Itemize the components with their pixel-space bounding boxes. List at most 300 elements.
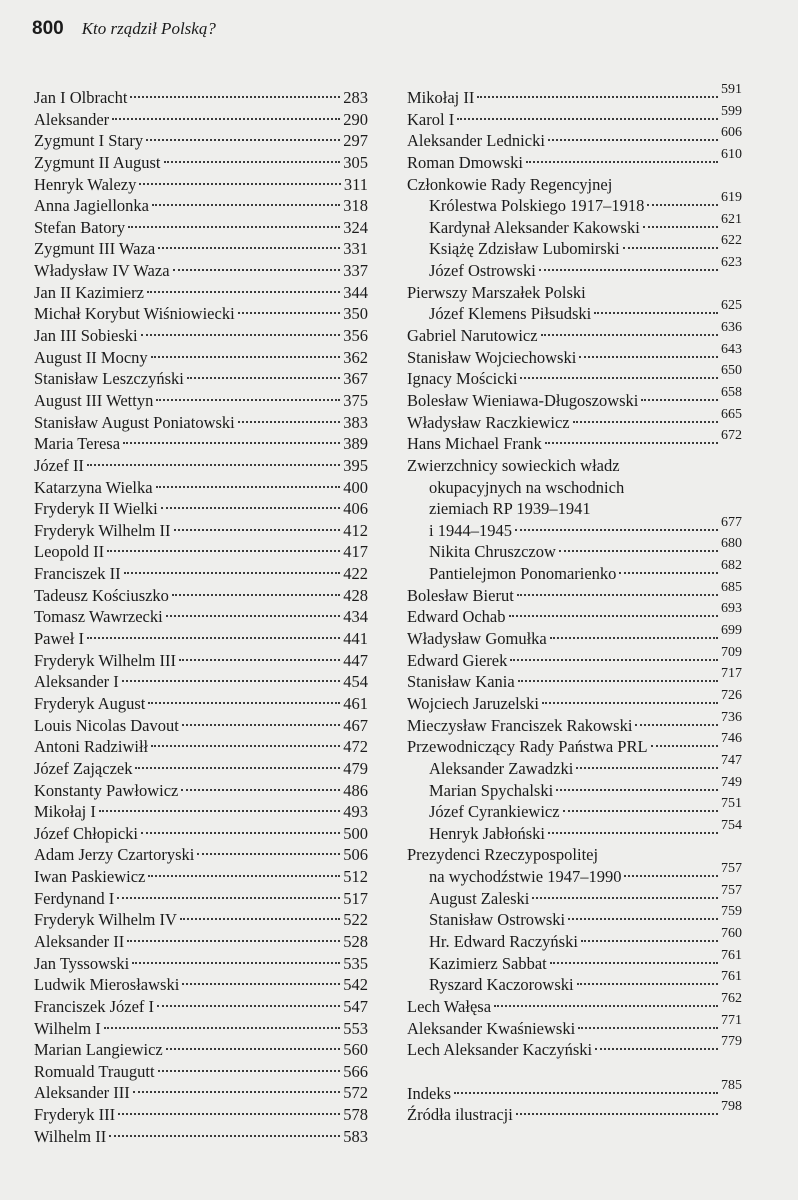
toc-entry-name: Lech Wałęsa [407,996,492,1016]
toc-entry-page: 283 [343,88,368,107]
toc-entry-page: 761 [721,947,742,963]
toc-entry-page: 685 [721,579,742,595]
toc-entry [34,325,368,347]
dot-leader [542,702,718,704]
dot-leader [141,334,341,336]
toc-entry [34,390,368,412]
toc-entry-name: August II Mocny [34,347,148,367]
toc-entry [34,736,368,758]
toc-entry-name: Hr. Edward Raczyński [429,931,578,951]
toc-entry-name: Zwierzchnicy sowieckich władz [407,455,620,475]
toc-entry [407,925,742,953]
toc-entry-name: Ludwik Mierosławski [34,975,180,995]
toc-entry-name: Konstanty Pawłowicz [34,780,179,800]
dot-leader [594,312,718,314]
toc-entry-page: 643 [721,341,742,357]
dot-leader [197,853,340,855]
toc-entry-name: Aleksander Kwaśniewski [407,1018,576,1038]
toc-entry-name: Józef Cyrankiewicz [429,802,560,822]
dot-leader [541,334,718,336]
toc-entry [34,130,368,152]
toc-entry-page: 771 [721,1012,742,1028]
toc-entry [407,211,742,239]
toc-entry [34,823,368,845]
dot-leader [87,637,340,639]
dot-leader [109,1135,340,1137]
dot-leader [515,529,718,531]
toc-entry-page: 493 [343,802,368,822]
toc-entry-page: 610 [721,146,742,162]
toc-entry-name: Fryderyk Wilhelm III [34,650,176,670]
dot-leader [516,1113,718,1115]
toc-entry [34,671,368,693]
toc-entry-name: Henryk Walezy [34,174,137,194]
toc-entry-page: 754 [721,817,742,833]
toc-entry-page: 362 [343,347,368,367]
toc-entry-page: 447 [343,650,368,670]
toc-entry-page: 572 [343,1083,368,1103]
toc-entry-name: Fryderyk Wilhelm II [34,520,171,540]
toc-entry-name: Tadeusz Kościuszko [34,585,169,605]
dot-leader [141,832,340,834]
toc-entry-name: okupacyjnych na wschodnich [429,477,625,497]
toc-entry [34,606,368,628]
dot-leader [146,139,340,141]
toc-entry-name: Ryszard Kaczorowski [429,975,574,995]
toc-entry-page: 542 [343,975,368,995]
dot-leader [166,615,341,617]
toc-entry-page: 344 [343,282,368,302]
toc-entry [407,428,742,455]
toc-entry [34,628,368,650]
toc-entry-page: 350 [343,304,368,324]
dot-leader [548,832,718,834]
toc-entry-page: 547 [343,996,368,1016]
toc-entry-page: 311 [343,174,368,194]
toc-entry [34,347,368,369]
toc-entry-page: 375 [343,390,368,410]
toc-entry [407,861,742,888]
toc-entry [34,109,368,131]
toc-entry-name: Władysław Gomułka [407,629,547,649]
toc-entry-page: 665 [721,406,742,422]
dot-leader [576,767,718,769]
toc-entry-page: 356 [343,326,368,346]
toc-entry [407,844,742,866]
dot-leader [619,572,718,574]
toc-entry [407,82,742,109]
toc-entry-name: Stefan Batory [34,217,126,237]
toc-entry-page: 412 [343,520,368,540]
toc-entry-page: 699 [721,623,742,639]
dot-leader [127,940,340,942]
toc-entry-page: 454 [343,672,368,692]
toc-entry [34,455,368,477]
toc-entry [34,260,368,282]
toc-entry-name: August III Wettyn [34,390,154,410]
toc-entry [407,1077,742,1105]
toc-entry [407,477,742,499]
toc-entry-name: Fryderyk III [34,1105,116,1125]
toc-entry-page: 422 [343,564,368,584]
toc-entry-page: 297 [343,131,368,151]
toc-entry-page: 472 [343,737,368,757]
dot-leader [581,940,718,942]
toc-entry-page: 779 [721,1034,742,1050]
toc-entry [407,1099,742,1126]
dot-leader [182,724,340,726]
toc-entry [34,888,368,910]
dot-leader [174,529,341,531]
dot-leader [148,875,340,877]
toc-entry-page: 522 [343,910,368,930]
toc-entry [407,817,742,845]
toc-entry-page: 636 [721,320,742,336]
toc-entry [407,687,742,715]
toc-entry-name: Aleksander II [34,931,125,951]
toc-entry-name: Louis Nicolas Davout [34,715,179,735]
toc-entry [34,1082,368,1104]
toc-entry-name: Michał Korybut Wiśniowiecki [34,304,235,324]
toc-entry-page: 591 [721,82,742,97]
dot-leader [647,204,718,206]
dot-leader [148,702,340,704]
toc-entry [34,520,368,542]
toc-entry [407,969,742,996]
dot-leader [532,897,718,899]
dot-leader [568,918,718,920]
toc-entry-name: Adam Jerzy Czartoryski [34,845,195,865]
toc-entry [34,433,368,455]
toc-entry-name: i 1944–1945 [429,520,512,540]
toc-entry-page: 762 [721,990,742,1006]
toc-entry-name: Zygmunt III Waza [34,239,156,259]
toc-entry-name: Pantielejmon Ponomarienko [429,564,617,584]
toc-entry-page: 747 [721,752,742,768]
toc-entry-name: Fryderyk August [34,693,146,713]
dot-leader [651,745,718,747]
toc-entry [34,282,368,304]
dot-leader [579,356,718,358]
toc-entry-name: Józef Chłopicki [34,823,139,843]
toc-entry [34,477,368,499]
toc-entry-page: 785 [721,1077,742,1093]
dot-leader [180,918,340,920]
toc-entry-page: 318 [343,196,368,216]
toc-entry [34,585,368,607]
toc-entry-name: Edward Ochab [407,607,506,627]
toc-entry [34,693,368,715]
toc-entry [407,103,742,131]
toc-entry-page: 599 [721,103,742,119]
toc-entry [34,1018,368,1040]
dot-leader [635,724,718,726]
dot-leader [107,550,340,552]
toc-entry-name: Bolesław Bierut [407,585,514,605]
page-header [32,18,216,40]
toc-entry-page: 331 [343,239,368,259]
dot-leader [556,789,718,791]
toc-entry-name: Franciszek II [34,564,121,584]
toc-entry-page: 553 [343,1018,368,1038]
toc-entry-name: Marian Langiewicz [34,1040,163,1060]
toc-entry [34,1104,368,1126]
toc-entry-page: 650 [721,363,742,379]
toc-entry [34,217,368,239]
dot-leader [494,1005,718,1007]
toc-entry-page: 749 [721,774,742,790]
toc-entry-page: 746 [721,731,742,747]
toc-entry [407,455,742,477]
toc-entry-name: Tomasz Wawrzecki [34,607,163,627]
toc-entry-page: 761 [721,969,742,985]
toc-entry [407,320,742,347]
toc-entry-name: Leopold II [34,542,105,562]
toc-entry-page: 506 [343,845,368,865]
dot-leader [164,161,341,163]
toc-entry [34,238,368,260]
dot-leader [118,1113,340,1115]
dot-leader [577,983,718,985]
toc-entry [34,996,368,1018]
toc-entry-name: Prezydenci Rzeczypospolitej [407,845,599,865]
dot-leader [578,1027,718,1029]
toc-entry [407,174,742,196]
dot-leader [563,810,718,812]
toc-entry-name: Stanisław Ostrowski [429,910,566,930]
toc-entry [407,233,742,260]
toc-entry-page: 606 [721,125,742,141]
toc-entry-page: 578 [343,1105,368,1125]
toc-entry-name: Aleksander Zawadzki [429,758,574,778]
dot-leader [238,312,341,314]
toc-entry-name: Józef Ostrowski [429,261,536,281]
toc-entry [407,579,742,607]
toc-entry-name: Wilhelm I [34,1018,101,1038]
page-number: 800 [32,18,64,39]
dot-leader [181,789,340,791]
toc-entry-name: Zygmunt II August [34,152,161,172]
toc-entry-page: 434 [343,607,368,627]
toc-entry [34,758,368,780]
toc-entry-name: Fryderyk Wilhelm IV [34,910,177,930]
dot-leader [623,247,718,249]
toc-entry [407,498,742,520]
dot-leader [477,96,718,98]
toc-entry [407,752,742,780]
toc-entry-page: 717 [721,666,742,682]
dot-leader [520,377,718,379]
toc-entry-name: Wojciech Jaruzelski [407,693,539,713]
toc-entry-page: 441 [343,629,368,649]
dot-leader [147,291,340,293]
toc-entry-page: 672 [721,428,742,444]
toc-entry [407,125,742,152]
toc-entry [34,368,368,390]
toc-entry-name: Przewodniczący Rady Państwa PRL [407,737,648,757]
dot-leader [112,118,340,120]
toc-entry [407,282,742,304]
toc-entry-name: Hans Michael Frank [407,434,542,454]
dot-leader [539,269,718,271]
toc-entry [407,190,742,217]
toc-entry-name: Nikita Chruszczow [429,542,556,562]
toc-entry-name: Iwan Paskiewicz [34,867,146,887]
toc-entry-page: 528 [343,931,368,951]
dot-leader [132,962,340,964]
dot-leader [122,680,340,682]
toc-entry-name: Aleksander I [34,672,119,692]
toc-entry [34,87,368,109]
toc-entry-name: Mikołaj I [34,802,96,822]
toc-entry-name: Paweł I [34,629,84,649]
toc-entry-name: Stanisław August Poniatowski [34,412,235,432]
dot-leader [457,118,718,120]
toc-entry-page: 709 [721,644,742,660]
toc-entry-name: Pierwszy Marszałek Polski [407,282,586,302]
dot-leader [173,269,341,271]
toc-entry [407,947,742,975]
dot-leader [509,615,718,617]
toc-entry-page: 619 [721,190,742,206]
toc-entry-page: 383 [343,412,368,432]
toc-entry-page: 757 [721,882,742,898]
toc-entry-name: August Zaleski [429,888,530,908]
toc-entry [34,715,368,737]
toc-entry [34,1039,368,1061]
toc-entry [34,844,368,866]
toc-entry-page: 736 [721,709,742,725]
toc-entry-page: 406 [343,499,368,519]
toc-entry-page: 417 [343,542,368,562]
toc-entry [407,774,742,802]
toc-entry [34,1061,368,1083]
toc-entry [407,990,742,1018]
dot-leader [166,1048,341,1050]
toc-entry-page: 566 [343,1061,368,1081]
dot-leader [454,1092,718,1094]
toc-entry-name: Antoni Radziwiłł [34,737,149,757]
toc-entry [34,412,368,434]
dot-leader [545,442,718,444]
toc-entry-page: 680 [721,536,742,552]
toc-entry-name: Jan III Sobieski [34,326,138,346]
dot-leader [161,507,341,509]
toc-entry-page: 517 [343,888,368,908]
toc-entry [34,195,368,217]
dot-leader [152,204,340,206]
toc-entry-page: 500 [343,823,368,843]
toc-entry-page: 621 [721,211,742,227]
toc-entry [407,601,742,628]
toc-entry-name: Józef II [34,455,84,475]
dot-leader [156,486,341,488]
toc-entry-page: 693 [721,601,742,617]
toc-entry-name: Jan II Kazimierz [34,282,144,302]
toc-entry-page: 757 [721,861,742,877]
toc-entry-name: Romuald Traugutt [34,1061,155,1081]
toc-entry-name: Aleksander III [34,1083,130,1103]
toc-entry [34,974,368,996]
toc-entry-page: 512 [343,867,368,887]
toc-entry-name: Ferdynand I [34,888,115,908]
toc-entry-name: Katarzyna Wielka [34,477,153,497]
dot-leader [517,594,718,596]
dot-leader [156,399,340,401]
toc-entry [34,953,368,975]
toc-entry-page: 726 [721,687,742,703]
toc-entry [407,536,742,563]
dot-leader [133,1091,341,1093]
toc-entry-name: Indeks [407,1083,451,1103]
toc-entry [407,904,742,931]
toc-entry-page: 467 [343,715,368,735]
toc-entry-name: Władysław IV Waza [34,261,170,281]
toc-entry-page: 760 [721,925,742,941]
toc-entry-name: Edward Gierek [407,650,508,670]
dot-leader [573,421,718,423]
toc-entry [34,563,368,585]
toc-entry-name: Kazimierz Sabbat [429,953,547,973]
toc-entry-name: Anna Jagiellonka [34,196,150,216]
toc-entry [407,146,742,174]
dot-leader [238,421,340,423]
toc-entry [34,650,368,672]
toc-entry [407,623,742,650]
toc-entry-name: Jan Tyssowski [34,953,130,973]
toc-entry [34,541,368,563]
toc-entry-name: Kardynał Aleksander Kakowski [429,217,640,237]
toc-entry-name: Władysław Raczkiewicz [407,412,570,432]
dot-leader [130,96,340,98]
dot-leader [157,1005,340,1007]
dot-leader [124,572,341,574]
toc-entry-page: 560 [343,1040,368,1060]
toc-entry [407,666,742,693]
toc-entry-page: 324 [343,217,368,237]
dot-leader [624,875,718,877]
toc-entry-name: Wilhelm II [34,1126,107,1146]
toc-entry [407,709,742,737]
toc-entry-name: Józef Zajączek [34,758,133,778]
toc-entry-name: ziemiach RP 1939–1941 [429,499,591,519]
toc-entry-name: Roman Dmowski [407,152,523,172]
toc-entry-page: 337 [343,261,368,281]
toc-entry-name: Mieczysław Franciszek Rakowski [407,715,633,735]
toc-entry-page: 677 [721,514,742,530]
dot-leader [595,1048,718,1050]
toc-entry-name: Stanisław Leszczyński [34,369,184,389]
dot-leader [526,161,718,163]
toc-entry [407,255,742,282]
dot-leader [643,226,718,228]
toc-entry-name: Źródła ilustracji [407,1105,513,1125]
toc-entry [407,882,742,910]
dot-leader [123,442,340,444]
dot-leader [172,594,340,596]
dot-leader [151,356,341,358]
toc-entry-name: Marian Spychalski [429,780,554,800]
toc-entry-page: 461 [343,693,368,713]
toc-entry [407,341,742,369]
dot-leader [641,399,718,401]
toc-entry-page: 658 [721,384,742,400]
dot-leader [510,659,718,661]
toc-entry-page: 486 [343,780,368,800]
dot-leader [87,464,340,466]
toc-entry [34,498,368,520]
toc-entry [407,1012,742,1040]
